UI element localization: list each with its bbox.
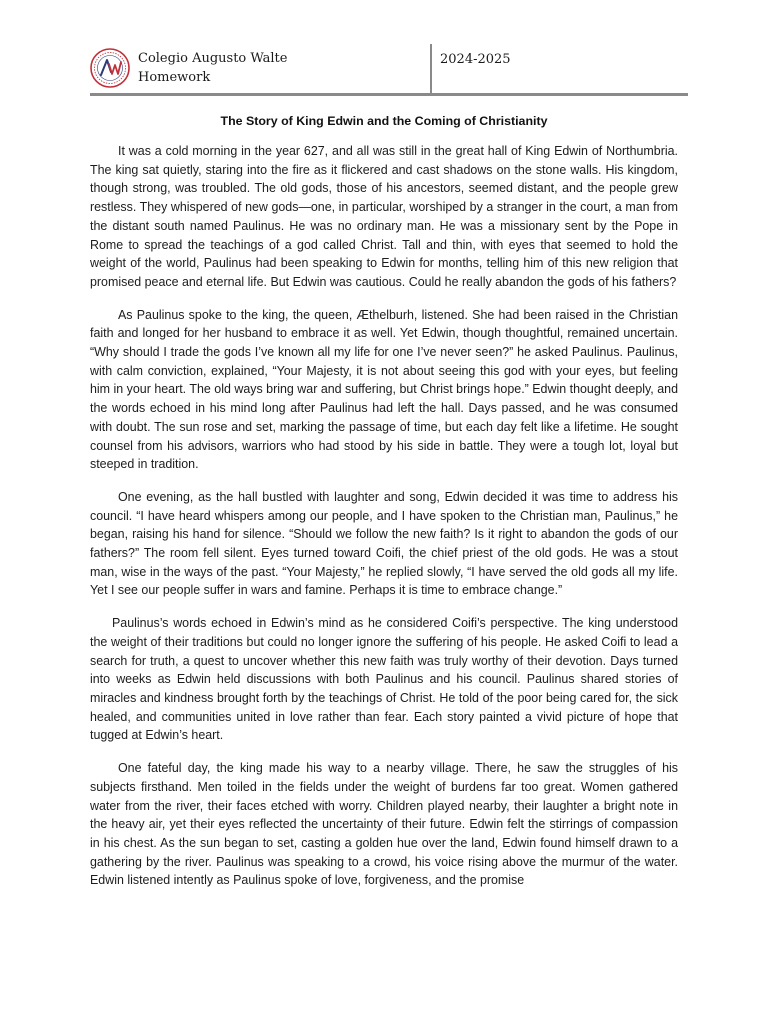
- document-subtitle: Homework: [138, 70, 211, 85]
- school-name: Colegio Augusto Walte: [138, 51, 288, 66]
- school-year: 2024-2025: [440, 52, 511, 67]
- header-divider: [430, 44, 432, 94]
- school-logo-icon: [90, 48, 130, 88]
- paragraph-1: It was a cold morning in the year 627, and all was still in the great hall of King Edwin of Northumbria. The king sat quietly, staring into the fire as it flickered and cast shadows on the stone walls. His kingdom, though strong, was troubled. The old gods, those of his ancestors, seemed distant, and the people grew restless. They whispered of new gods—one, in particular, worshiped by a stranger in the court, a man from the distant south named Paulinus. He was no ordinary man. He was a missionary sent by the Pope in Rome to spread the teachings of a god called Christ. Tall and thin, with eyes that seemed to hold the weight of the world, Paulinus had been speaking to Edwin for months, telling him of this new religion that promised peace and eternal life. But Edwin was cautious. Could he really abandon the gods of his fathers?: [90, 144, 678, 289]
- document-body: [90, 142, 678, 904]
- school-info: [138, 49, 287, 87]
- document-title: The Story of King Edwin and the Coming of Christianity: [220, 114, 548, 128]
- paragraph-2: As Paulinus spoke to the king, the queen, Æthelburh, listened. She had been raised in the Christian faith and longed for her husband to embrace it as well. Yet Edwin, though thoughtful, remained uncertain. “Why should I trade the gods I’ve known all my life for one I’ve never seen?” he asked Paulinus. Paulinus, with calm conviction, explained, “Your Majesty, it is not about seeing this god with your eyes, but feeling him in your heart. The old ways bring war and suffering, but Christ brings hope.” Edwin thought deeply, and the words echoed in his mind long after Paulinus had left the hall. Days passed, and he was consumed with doubt. The sun rose and set, marking the passage of time, but each day felt like a lifetime. He sought counsel from his advisors, warriors who had stood by his side in battle. They were a tough lot, loyal but steeped in tradition.: [90, 307, 678, 472]
- document-header: [90, 44, 688, 94]
- paragraph-4: Paulinus’s words echoed in Edwin’s mind as he considered Coifi’s perspective. The king understood the weight of their traditions but could no longer ignore the suffering of his people. He asked Coifi to lead a search for truth, a quest to uncover whether this new faith was truly worthy of their devotion. Days turned into weeks as Edwin held discussions with both Paulinus and his council. Paulinus shared stories of miracles and kindness brought forth by the teachings of Christ. He told of the poor being cared for, the sick healed, and communities united in love rather than fear. Each story painted a vivid picture of hope that tugged at Edwin’s heart.: [90, 616, 678, 743]
- paragraph-5: One fateful day, the king made his way to a nearby village. There, he saw the struggles of his subjects firsthand. Men toiled in the fields under the weight of burdens far too great. Women gathered water from the river, their faces etched with worry. Children played nearby, their laughter a bright note in the heavy air, yet their eyes reflected the uncertainty of their future. Edwin felt the stirrings of compassion in his chest. As the sun began to set, casting a golden hue over the land, Edwin found himself drawn to a gathering by the river. Paulinus was speaking to a crowd, his voice rising above the murmur of the water. Edwin listened intently as Paulinus spoke of love, forgiveness, and the promise: [90, 761, 678, 888]
- header-rule: [90, 93, 688, 96]
- paragraph-3: One evening, as the hall bustled with laughter and song, Edwin decided it was time to address his council. “I have heard whispers among our people, and I have spoken to the Christian man, Paulinus,” he began, raising his hand for silence. “Should we follow the new faith? Is it right to abandon the gods of our fathers?” The room fell silent. Eyes turned toward Coifi, the chief priest of the old gods. He was a stout man, wise in the ways of the past. “Your Majesty,” he replied slowly, “I have served the old gods all my life. Yet I see our people suffer in wars and famine. Perhaps it is time to embrace change.”: [90, 489, 678, 598]
